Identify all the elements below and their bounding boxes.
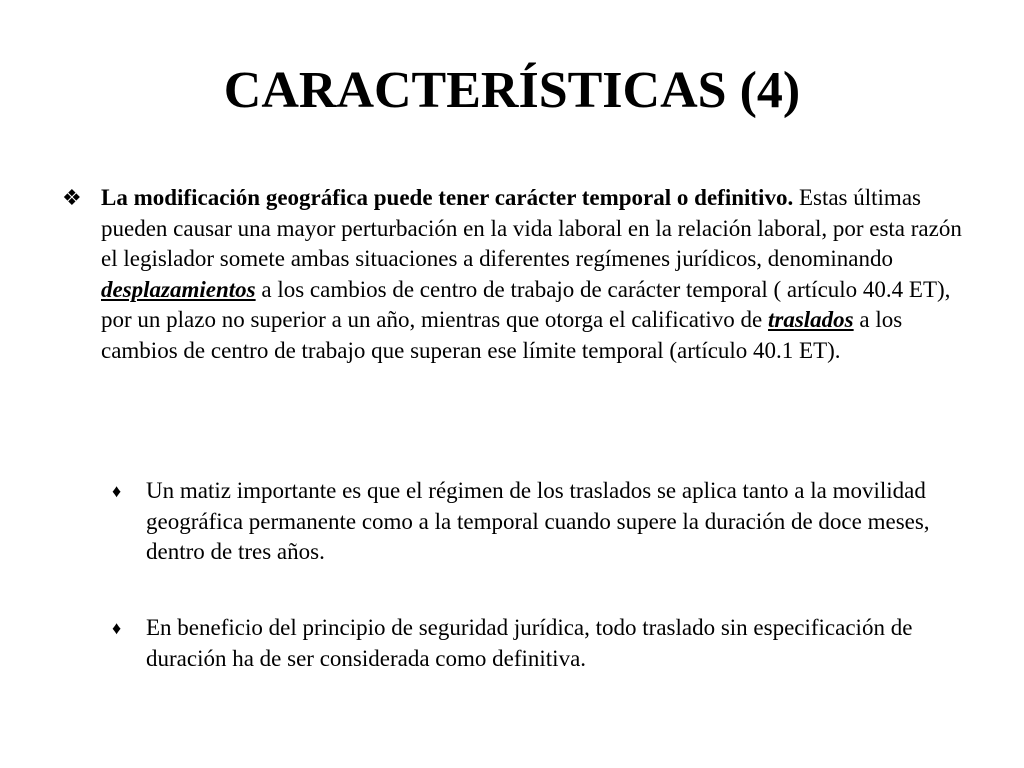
sub-bullet [112, 613, 962, 674]
small-diamond-bullet-icon: ♦ [112, 481, 122, 501]
main-bullet [62, 183, 982, 366]
slide-title: CARACTERÍSTICAS (4) [223, 62, 801, 119]
sub-bullet-text: Un matiz importante es que el régimen de los traslados se aplica tanto a la movilidad geográfica permanente como a la temporal cuando supere la duración de doce meses, dentro de tres años. [146, 478, 930, 564]
main-bullet-text-2: a los cambios de centro de trabajo de carácter temporal ( artículo 40.4 ET), por un plazo no superior a un año, mientras que otorga el calificativo de [101, 276, 951, 332]
main-bullet-text [101, 183, 982, 366]
sub-bullet [112, 476, 962, 568]
term-desplazamientos: desplazamientos [101, 276, 256, 302]
main-bullet-text-3: a los cambios de centro de trabajo que superan ese límite temporal (artículo 40.1 ET). [101, 307, 903, 363]
small-diamond-bullet-icon: ♦ [112, 618, 122, 638]
diamond-bullet-icon: ❖ [62, 185, 82, 210]
term-traslados: traslados [768, 307, 854, 332]
main-bullet-text-1: Estas últimas pueden causar una mayor perturbación en la vida laboral en la relación laboral, por esta razón el legislador somete ambas situaciones a diferentes regímenes jurídicos, denominando [101, 185, 962, 271]
main-bullet-lead: La modificación geográfica puede tener carácter temporal o definitivo. [101, 185, 794, 210]
sub-bullet-text: En beneficio del principio de seguridad jurídica, todo traslado sin especificación de duración ha de ser considerada como definitiva. [146, 615, 913, 671]
